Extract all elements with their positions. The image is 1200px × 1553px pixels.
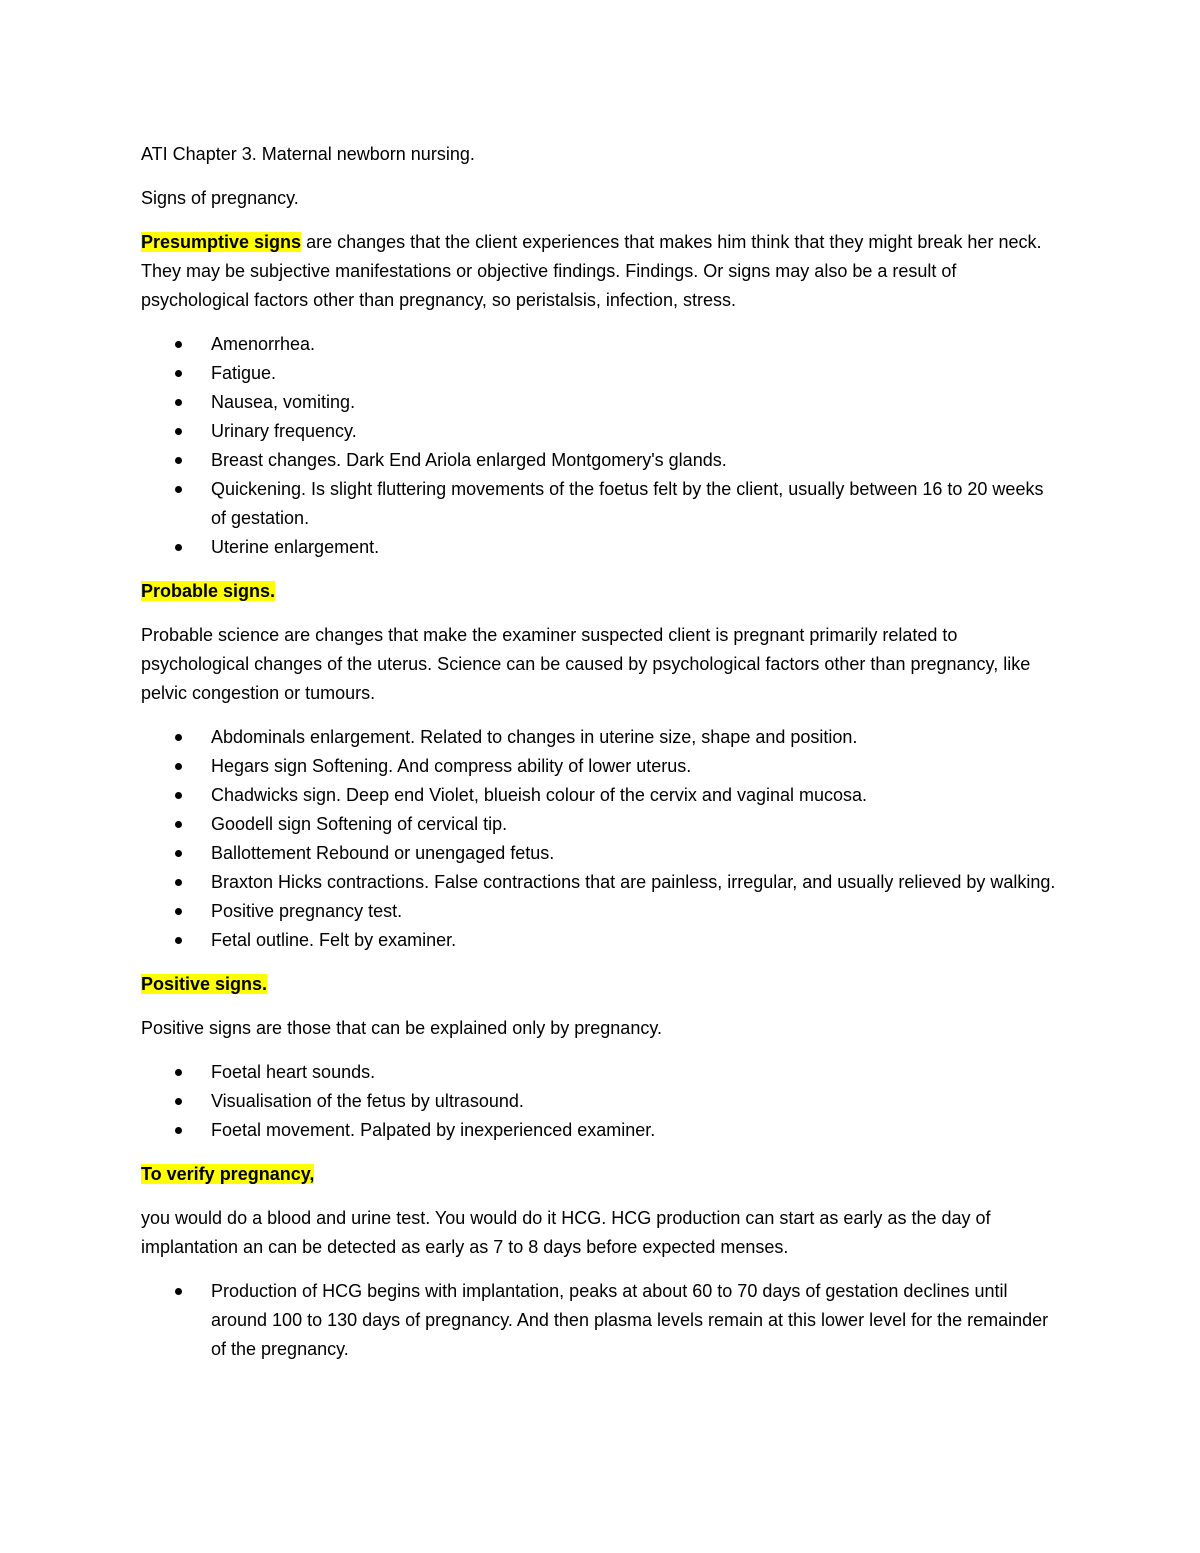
list-item-text: Positive pregnancy test. (211, 901, 403, 921)
positive-list (141, 1058, 1061, 1145)
list-item (141, 533, 1061, 562)
list-item (141, 868, 1061, 897)
list-item-text: Hegars sign Softening. And compress ability of lower uterus. (211, 756, 692, 776)
presumptive-heading: Presumptive signs (141, 232, 302, 252)
list-item (141, 1058, 1061, 1087)
list-item-text: Urinary frequency. (211, 421, 357, 441)
bullet-icon (175, 1127, 182, 1134)
bullet-icon (175, 399, 182, 406)
bullet-icon (175, 1098, 182, 1105)
list-item-text: Production of HCG begins with implantation, peaks at about 60 to 70 days of gestation declines until around 100 to 130 days of pregnancy. And then plasma levels remain at this lower level for the remainder of the pregnancy. (211, 1281, 1049, 1359)
list-item (141, 810, 1061, 839)
bullet-icon (175, 544, 182, 551)
list-item-text: Fetal outline. Felt by examiner. (211, 930, 457, 950)
list-item (141, 781, 1061, 810)
list-item (141, 446, 1061, 475)
list-item (141, 417, 1061, 446)
positive-heading-line (141, 970, 1061, 999)
presumptive-paragraph (141, 228, 1061, 315)
bullet-icon (175, 850, 182, 857)
bullet-icon (175, 341, 182, 348)
list-item (141, 1277, 1061, 1364)
list-item-text: Uterine enlargement. (211, 537, 380, 557)
verify-paragraph: you would do a blood and urine test. You would do it HCG. HCG production can start as early as the day of implantation an can be detected as early as 7 to 8 days before expected menses. (141, 1208, 991, 1257)
list-item (141, 926, 1061, 955)
list-item (141, 1087, 1061, 1116)
bullet-icon (175, 428, 182, 435)
list-item (141, 752, 1061, 781)
positive-paragraph: Positive signs are those that can be explained only by pregnancy. (141, 1018, 662, 1038)
list-item-text: Goodell sign Softening of cervical tip. (211, 814, 508, 834)
list-item-text: Chadwicks sign. Deep end Violet, blueish colour of the cervix and vaginal mucosa. (211, 785, 868, 805)
probable-paragraph: Probable science are changes that make the examiner suspected client is pregnant primarily related to psychological changes of the uterus. Science can be caused by psychological factors other than pregnancy, like pelvic congestion or tumours. (141, 625, 1031, 703)
positive-heading: Positive signs. (141, 974, 268, 994)
list-item-text: Fatigue. (211, 363, 277, 383)
list-item-text: Foetal heart sounds. (211, 1062, 376, 1082)
document-subtitle: Signs of pregnancy. (141, 188, 299, 208)
bullet-icon (175, 734, 182, 741)
list-item (141, 1116, 1061, 1145)
probable-heading-line (141, 577, 1061, 606)
list-item-text: Foetal movement. Palpated by inexperienced examiner. (211, 1120, 656, 1140)
list-item-text: Ballottement Rebound or unengaged fetus. (211, 843, 555, 863)
bullet-icon (175, 1288, 182, 1295)
list-item-text: Nausea, vomiting. (211, 392, 356, 412)
bullet-icon (175, 1069, 182, 1076)
document-page (141, 140, 1061, 1379)
list-item-text: Abdominals enlargement. Related to changes in uterine size, shape and position. (211, 727, 858, 747)
presumptive-text: are changes that the client experiences that makes him think that they might break her neck. They may be subjective manifestations or objective findings. Findings. Or signs may also be a result of psychological factors other than pregnancy, so peristalsis, infection, stress. (141, 232, 1042, 310)
bullet-icon (175, 370, 182, 377)
bullet-icon (175, 821, 182, 828)
list-item (141, 475, 1061, 533)
list-item (141, 897, 1061, 926)
list-item (141, 388, 1061, 417)
verify-heading-line (141, 1160, 1061, 1189)
document-title: ATI Chapter 3. Maternal newborn nursing. (141, 144, 475, 164)
list-item (141, 330, 1061, 359)
list-item-text: Braxton Hicks contractions. False contractions that are painless, irregular, and usually relieved by walking. (211, 872, 1056, 892)
bullet-icon (175, 879, 182, 886)
list-item (141, 839, 1061, 868)
bullet-icon (175, 937, 182, 944)
list-item (141, 359, 1061, 388)
bullet-icon (175, 908, 182, 915)
list-item-text: Amenorrhea. (211, 334, 316, 354)
list-item-text: Breast changes. Dark End Ariola enlarged Montgomery's glands. (211, 450, 727, 470)
verify-list (141, 1277, 1061, 1364)
bullet-icon (175, 792, 182, 799)
probable-heading: Probable signs. (141, 581, 276, 601)
bullet-icon (175, 457, 182, 464)
list-item-text: Visualisation of the fetus by ultrasound. (211, 1091, 524, 1111)
presumptive-list (141, 330, 1061, 562)
bullet-icon (175, 763, 182, 770)
list-item-text: Quickening. Is slight fluttering movements of the foetus felt by the client, usually between 16 to 20 weeks of gestation. (211, 479, 1044, 528)
list-item (141, 723, 1061, 752)
bullet-icon (175, 486, 182, 493)
verify-heading: To verify pregnancy, (141, 1164, 315, 1184)
probable-list (141, 723, 1061, 955)
